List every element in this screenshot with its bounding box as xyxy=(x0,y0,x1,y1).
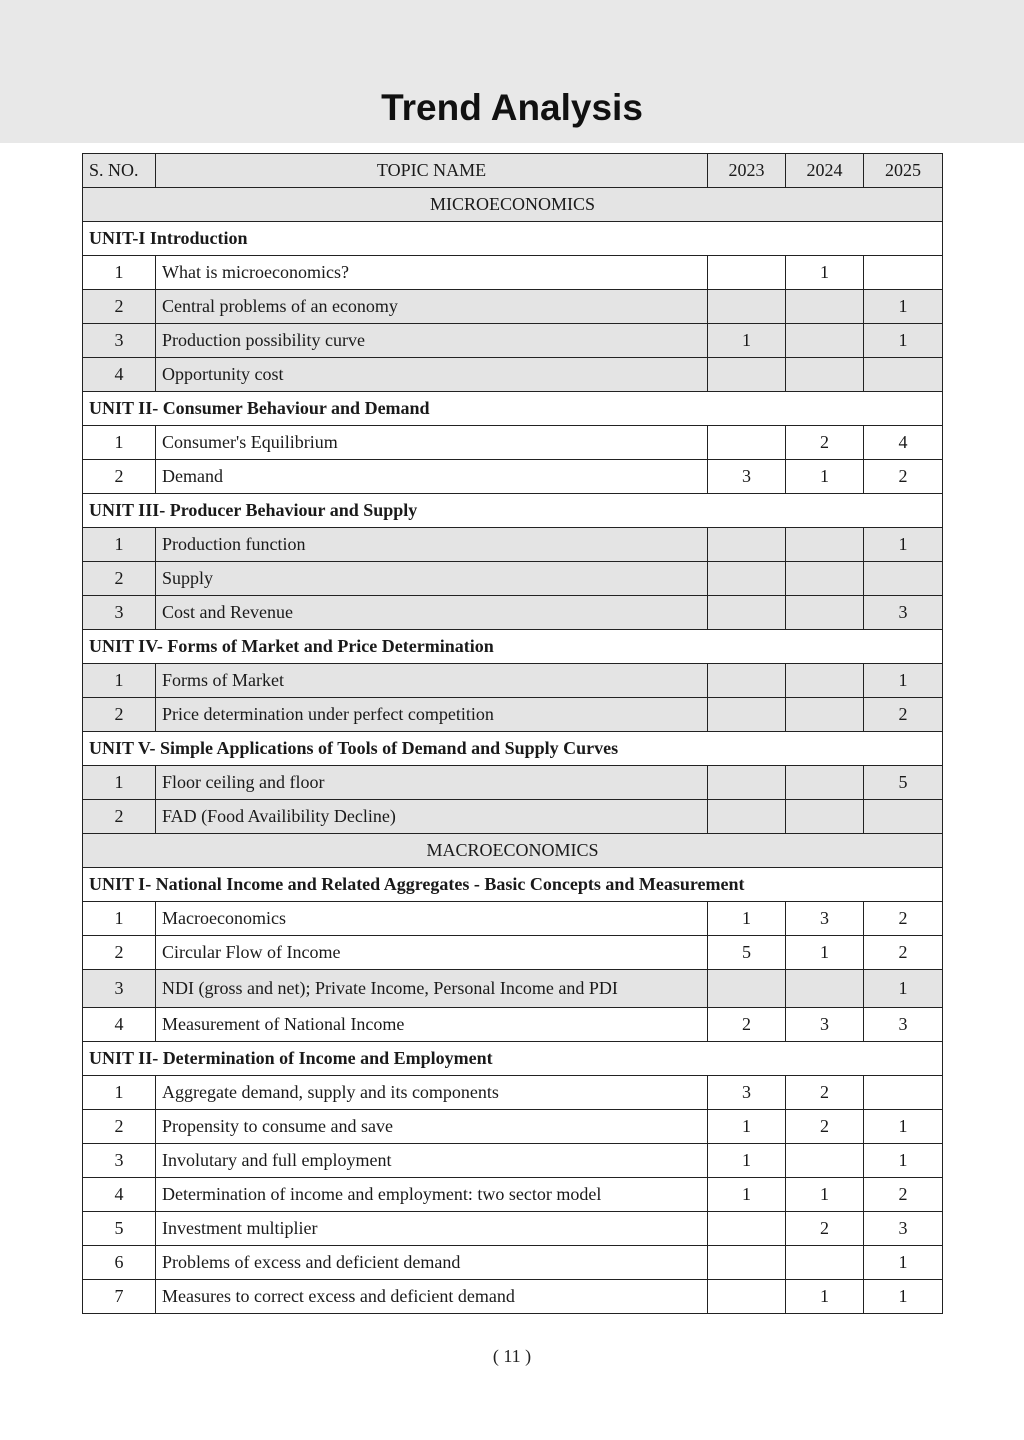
sno-cell: 2 xyxy=(83,290,156,324)
value-2025-cell: 4 xyxy=(864,426,943,460)
value-2025-cell: 3 xyxy=(864,596,943,630)
value-2024-cell: 1 xyxy=(786,936,864,970)
value-2023-cell xyxy=(708,528,786,562)
table-row xyxy=(83,800,943,834)
topic-cell: Measurement of National Income xyxy=(156,1008,708,1042)
value-2024-cell: 1 xyxy=(786,460,864,494)
topic-cell: FAD (Food Availibility Decline) xyxy=(156,800,708,834)
sno-cell: 3 xyxy=(83,324,156,358)
value-2024-cell: 2 xyxy=(786,1076,864,1110)
value-2023-cell xyxy=(708,766,786,800)
trend-table xyxy=(82,153,943,1314)
value-2025-cell: 1 xyxy=(864,664,943,698)
value-2024-cell xyxy=(786,1144,864,1178)
value-2025-cell: 2 xyxy=(864,936,943,970)
unit-label: UNIT II- Determination of Income and Employment xyxy=(83,1042,943,1076)
topic-cell: Price determination under perfect competition xyxy=(156,698,708,732)
value-2025-cell xyxy=(864,256,943,290)
topic-cell: Investment multiplier xyxy=(156,1212,708,1246)
value-2023-cell xyxy=(708,800,786,834)
table-row xyxy=(83,256,943,290)
page-number: ( 11 ) xyxy=(492,1346,532,1366)
sno-cell: 6 xyxy=(83,1246,156,1280)
value-2023-cell: 1 xyxy=(708,902,786,936)
table-row xyxy=(83,1212,943,1246)
value-2024-cell xyxy=(786,324,864,358)
sno-cell: 2 xyxy=(83,936,156,970)
table-row xyxy=(83,970,943,1008)
unit-label: UNIT V- Simple Applications of Tools of Demand and Supply Curves xyxy=(83,732,943,766)
value-2025-cell: 2 xyxy=(864,1178,943,1212)
header-2024: 2024 xyxy=(786,154,864,188)
table-row xyxy=(83,290,943,324)
value-2023-cell: 5 xyxy=(708,936,786,970)
sno-cell: 4 xyxy=(83,358,156,392)
sno-cell: 1 xyxy=(83,664,156,698)
value-2023-cell: 2 xyxy=(708,1008,786,1042)
header-2023: 2023 xyxy=(708,154,786,188)
sno-cell: 2 xyxy=(83,1110,156,1144)
value-2023-cell xyxy=(708,1246,786,1280)
sno-cell: 5 xyxy=(83,1212,156,1246)
section-row xyxy=(83,188,943,222)
value-2023-cell: 3 xyxy=(708,1076,786,1110)
section-label: MACROECONOMICS xyxy=(83,834,943,868)
sno-cell: 7 xyxy=(83,1280,156,1314)
value-2023-cell: 1 xyxy=(708,1110,786,1144)
unit-row xyxy=(83,868,943,902)
value-2025-cell xyxy=(864,562,943,596)
topic-cell: Determination of income and employment: two sector model xyxy=(156,1178,708,1212)
value-2024-cell: 1 xyxy=(786,1178,864,1212)
value-2024-cell xyxy=(786,562,864,596)
unit-label: UNIT II- Consumer Behaviour and Demand xyxy=(83,392,943,426)
table-row xyxy=(83,1076,943,1110)
table-row xyxy=(83,460,943,494)
value-2025-cell: 1 xyxy=(864,1144,943,1178)
unit-row xyxy=(83,392,943,426)
topic-cell: Consumer's Equilibrium xyxy=(156,426,708,460)
unit-label: UNIT I- National Income and Related Aggregates - Basic Concepts and Measurement xyxy=(83,868,943,902)
topic-cell: Central problems of an economy xyxy=(156,290,708,324)
topic-cell: Cost and Revenue xyxy=(156,596,708,630)
topic-cell: Macroeconomics xyxy=(156,902,708,936)
table-row xyxy=(83,1008,943,1042)
topic-cell: Propensity to consume and save xyxy=(156,1110,708,1144)
topic-cell: Production possibility curve xyxy=(156,324,708,358)
value-2024-cell xyxy=(786,358,864,392)
value-2023-cell xyxy=(708,664,786,698)
unit-row xyxy=(83,630,943,664)
value-2024-cell xyxy=(786,290,864,324)
table-row xyxy=(83,1144,943,1178)
unit-row xyxy=(83,222,943,256)
value-2023-cell xyxy=(708,290,786,324)
section-label: MICROECONOMICS xyxy=(83,188,943,222)
table-body xyxy=(83,188,943,1314)
value-2024-cell: 3 xyxy=(786,1008,864,1042)
sno-cell: 3 xyxy=(83,1144,156,1178)
value-2023-cell xyxy=(708,358,786,392)
topic-cell: Problems of excess and deficient demand xyxy=(156,1246,708,1280)
header-sno: S. NO. xyxy=(83,154,156,188)
table-row xyxy=(83,1280,943,1314)
sno-cell: 1 xyxy=(83,902,156,936)
table-row xyxy=(83,664,943,698)
topic-cell: Demand xyxy=(156,460,708,494)
sno-cell: 2 xyxy=(83,460,156,494)
value-2024-cell xyxy=(786,596,864,630)
unit-row xyxy=(83,1042,943,1076)
table-row xyxy=(83,358,943,392)
value-2023-cell xyxy=(708,1280,786,1314)
sno-cell: 2 xyxy=(83,562,156,596)
value-2025-cell: 1 xyxy=(864,1110,943,1144)
value-2023-cell xyxy=(708,1212,786,1246)
page-title: Trend Analysis xyxy=(381,87,643,128)
topic-cell: Floor ceiling and floor xyxy=(156,766,708,800)
topic-cell: Involutary and full employment xyxy=(156,1144,708,1178)
sno-cell: 3 xyxy=(83,596,156,630)
value-2024-cell: 2 xyxy=(786,1110,864,1144)
value-2023-cell: 1 xyxy=(708,1178,786,1212)
value-2025-cell: 1 xyxy=(864,970,943,1008)
topic-cell: NDI (gross and net); Private Income, Personal Income and PDI xyxy=(156,970,708,1008)
table-row xyxy=(83,1178,943,1212)
value-2023-cell xyxy=(708,256,786,290)
value-2025-cell: 1 xyxy=(864,290,943,324)
value-2023-cell: 1 xyxy=(708,1144,786,1178)
value-2024-cell xyxy=(786,1246,864,1280)
table-header-row xyxy=(83,154,943,188)
sno-cell: 4 xyxy=(83,1008,156,1042)
value-2023-cell: 1 xyxy=(708,324,786,358)
table-row xyxy=(83,698,943,732)
header-2025: 2025 xyxy=(864,154,943,188)
value-2024-cell xyxy=(786,664,864,698)
sno-cell: 1 xyxy=(83,766,156,800)
value-2025-cell: 1 xyxy=(864,528,943,562)
value-2024-cell xyxy=(786,970,864,1008)
value-2025-cell: 2 xyxy=(864,698,943,732)
value-2023-cell xyxy=(708,698,786,732)
value-2025-cell: 2 xyxy=(864,902,943,936)
value-2023-cell: 3 xyxy=(708,460,786,494)
sno-cell: 1 xyxy=(83,256,156,290)
table-row xyxy=(83,596,943,630)
value-2025-cell: 3 xyxy=(864,1212,943,1246)
value-2024-cell: 3 xyxy=(786,902,864,936)
topic-cell: Aggregate demand, supply and its components xyxy=(156,1076,708,1110)
table-row xyxy=(83,1246,943,1280)
sno-cell: 1 xyxy=(83,528,156,562)
value-2025-cell xyxy=(864,800,943,834)
value-2025-cell xyxy=(864,358,943,392)
value-2025-cell xyxy=(864,1076,943,1110)
value-2025-cell: 1 xyxy=(864,1246,943,1280)
value-2023-cell xyxy=(708,970,786,1008)
value-2024-cell xyxy=(786,528,864,562)
unit-label: UNIT-I Introduction xyxy=(83,222,943,256)
unit-label: UNIT III- Producer Behaviour and Supply xyxy=(83,494,943,528)
unit-row xyxy=(83,494,943,528)
unit-label: UNIT IV- Forms of Market and Price Determination xyxy=(83,630,943,664)
value-2024-cell: 2 xyxy=(786,1212,864,1246)
sno-cell: 4 xyxy=(83,1178,156,1212)
value-2023-cell xyxy=(708,426,786,460)
topic-cell: Supply xyxy=(156,562,708,596)
topic-cell: What is microeconomics? xyxy=(156,256,708,290)
sno-cell: 3 xyxy=(83,970,156,1008)
table-row xyxy=(83,936,943,970)
value-2023-cell xyxy=(708,596,786,630)
value-2024-cell: 1 xyxy=(786,1280,864,1314)
table-row xyxy=(83,1110,943,1144)
value-2025-cell: 1 xyxy=(864,324,943,358)
value-2025-cell: 1 xyxy=(864,1280,943,1314)
table-row xyxy=(83,324,943,358)
table-row xyxy=(83,426,943,460)
topic-cell: Circular Flow of Income xyxy=(156,936,708,970)
table-row xyxy=(83,528,943,562)
topic-cell: Opportunity cost xyxy=(156,358,708,392)
table-row xyxy=(83,562,943,596)
sno-cell: 1 xyxy=(83,1076,156,1110)
unit-row xyxy=(83,732,943,766)
header-topic: TOPIC NAME xyxy=(156,154,708,188)
value-2024-cell xyxy=(786,800,864,834)
value-2024-cell: 2 xyxy=(786,426,864,460)
value-2023-cell xyxy=(708,562,786,596)
section-row xyxy=(83,834,943,868)
sno-cell: 1 xyxy=(83,426,156,460)
topic-cell: Forms of Market xyxy=(156,664,708,698)
value-2024-cell: 1 xyxy=(786,256,864,290)
value-2025-cell: 3 xyxy=(864,1008,943,1042)
value-2025-cell: 5 xyxy=(864,766,943,800)
value-2024-cell xyxy=(786,698,864,732)
table-row xyxy=(83,766,943,800)
sno-cell: 2 xyxy=(83,800,156,834)
table-row xyxy=(83,902,943,936)
value-2024-cell xyxy=(786,766,864,800)
sno-cell: 2 xyxy=(83,698,156,732)
value-2025-cell: 2 xyxy=(864,460,943,494)
topic-cell: Measures to correct excess and deficient demand xyxy=(156,1280,708,1314)
topic-cell: Production function xyxy=(156,528,708,562)
